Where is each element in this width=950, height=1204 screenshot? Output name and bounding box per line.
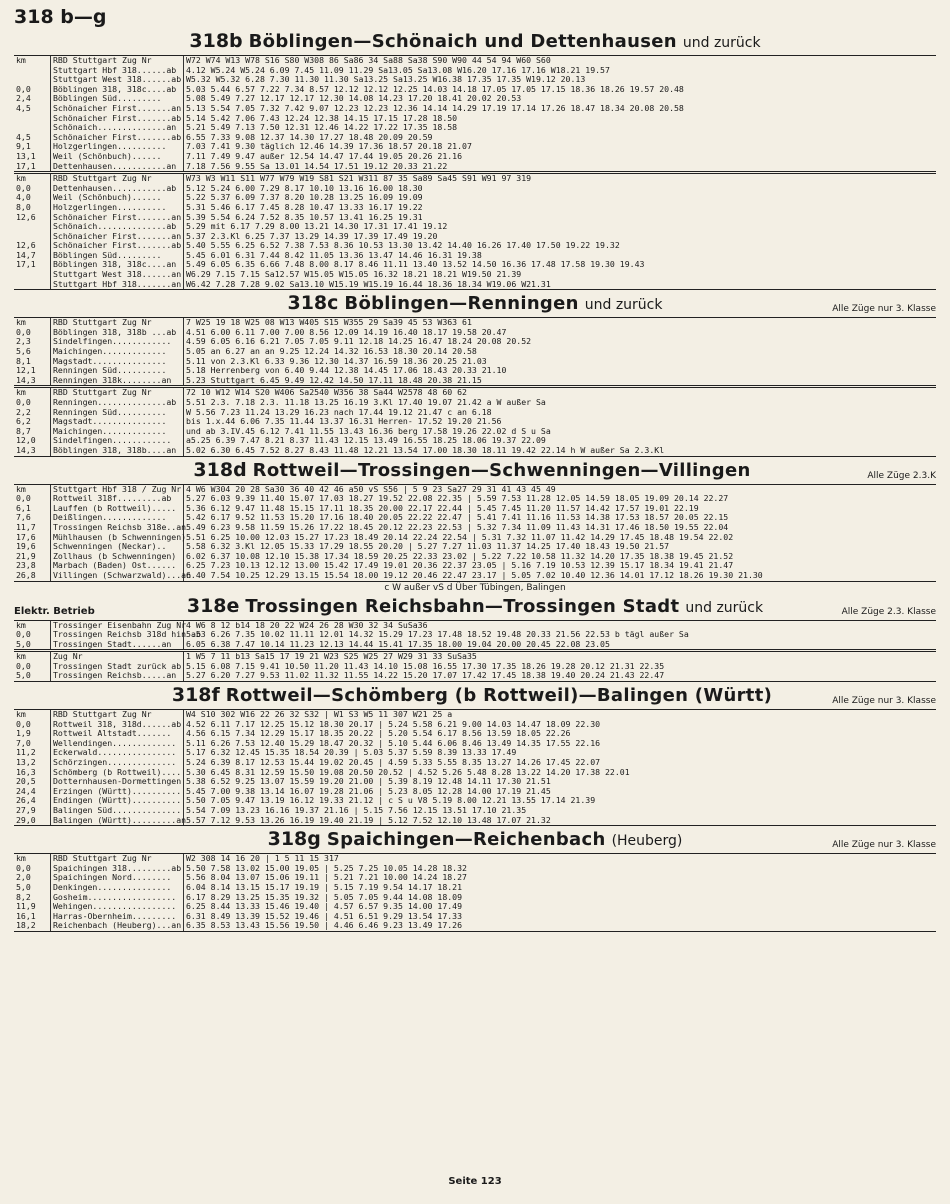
km-value: 4,5 — [16, 102, 31, 113]
section-code: 318b — [189, 30, 243, 52]
departure-times: 5.39 5.54 6.24 7.52 8.35 10.57 13.41 16.25 19.31 — [184, 213, 937, 223]
station-name: Böblingen 318, 318b....an — [51, 446, 184, 456]
station-name: Eckerwald................ — [51, 748, 184, 758]
station-header: RBD Stuttgart Zug Nr — [51, 854, 184, 864]
timetable-section — [14, 292, 936, 456]
station-header: RBD Stuttgart Zug Nr — [51, 56, 184, 66]
station-name: Magstadt............... — [51, 417, 184, 427]
km-value: 19,6 — [16, 541, 36, 552]
km-value: 11,7 — [16, 521, 36, 532]
km-value: 5,0 — [16, 881, 31, 892]
section-code: 318e — [186, 594, 240, 617]
departure-times: 5.50 7.58 13.02 15.00 19.05 | 5.25 7.25 10.05 14.28 18.32 — [184, 864, 937, 874]
km-value: 14,3 — [14, 376, 51, 386]
km-header: km — [14, 484, 51, 494]
timetable-block — [14, 484, 936, 582]
station-name: Stuttgart Hbf 318......ab — [51, 66, 184, 76]
station-name: Trossingen Reichsb.....an — [51, 671, 184, 681]
departure-times: 5.14 5.42 7.06 7.43 12.24 12.38 14.15 17.15 17.28 18.50 — [184, 114, 937, 124]
station-name: Böblingen 318, 318c....an — [51, 260, 184, 270]
section-left-label: Elektr. Betrieb — [14, 605, 95, 617]
km-value: 12,6 — [16, 240, 36, 251]
departure-times: 5.15 6.08 7.15 9.41 10.50 11.20 11.43 14.10 15.08 16.55 17.30 17.35 18.26 19.28 20.12 21.31 22.35 — [184, 662, 937, 672]
station-header: RBD Stuttgart Zug Nr — [51, 174, 184, 184]
departure-times: 5.49 6.05 6.35 6.66 7.48 8.00 8.17 8.46 11.11 13.40 13.52 14.50 16.36 17.48 17.58 19.30 19.43 — [184, 260, 937, 270]
departure-times: 5.57 7.12 9.53 13.26 16.19 19.40 21.19 | 5.12 7.52 12.10 13.48 17.07 21.32 — [184, 816, 937, 826]
station-name: Zollhaus (b Schwenningen) — [51, 552, 184, 562]
km-value: 26,8 — [14, 571, 51, 581]
sections-container — [14, 30, 936, 932]
km-value: 2,4 — [16, 93, 31, 104]
departure-times: 6.35 8.53 13.43 15.56 19.50 | 4.46 6.46 9.23 13.49 17.26 — [184, 921, 937, 931]
section-route: Trossingen Reichsbahn—Trossingen Stadt — [245, 595, 680, 617]
station-name: Weil (Schönbuch)...... — [51, 152, 184, 162]
departure-times: 5.30 6.45 8.31 12.59 15.50 19.08 20.50 20.52 | 4.52 5.26 5.48 8.28 13.22 14.20 17.38 22.01 — [184, 768, 937, 778]
station-name: Schönaicher First.......an — [51, 104, 184, 114]
table-row — [14, 921, 936, 931]
departure-times: 6.40 7.54 10.25 12.29 13.15 15.54 18.00 19.12 20.46 22.47 23.17 | 5.05 7.02 10.40 12.36 14.01 17.12 18.26 19.30 21.30 — [184, 571, 937, 581]
departure-times: 7.18 7.56 9.55 Sa 13.01 14.54 17.51 19.12 20.33 21.22 — [184, 162, 937, 172]
train-numbers: 1 W5 7 11 b13 Sa15 17 19 21 W23 S25 W25 27 W29 31 33 SuSa35 — [184, 652, 937, 662]
km-value: 17,1 — [16, 259, 36, 270]
station-name: Renningen 318k........an — [51, 376, 184, 386]
departure-times: 5.37 2.3.Kl 6.25 7.37 13.29 14.39 17.39 17.49 19.20 — [184, 232, 937, 242]
departure-times: 5.21 5.49 7.13 7.50 12.31 12.46 14.22 17.22 17.35 18.58 — [184, 123, 937, 133]
section-route: Böblingen—Renningen — [344, 293, 579, 315]
km-value: 14,7 — [16, 249, 36, 260]
departure-times: 7.11 7.49 9.47 außer 12.54 14.47 17.44 19.05 20.26 21.16 — [184, 152, 937, 162]
table-row — [14, 640, 936, 650]
km-value: 11,9 — [16, 901, 36, 912]
departure-times: 4.59 6.05 6.16 6.21 7.05 7.05 9.11 12.18 14.25 16.47 18.24 20.08 20.52 — [184, 337, 937, 347]
km-value: 7,6 — [16, 512, 31, 523]
departure-times: 5.22 5.37 6.09 7.37 8.20 10.28 13.25 16.09 19.09 — [184, 193, 937, 203]
timetable-page — [14, 6, 936, 932]
train-numbers: 7 W25 19 18 W25 08 W13 W405 S15 W355 29 Sa39 45 53 W363 61 — [184, 318, 937, 328]
km-value: 7,0 — [16, 737, 31, 748]
train-numbers: W2 308 14 16 20 | 1 5 11 15 317 — [184, 854, 937, 864]
departure-times: 5.27 6.03 9.39 11.40 15.07 17.03 18.27 19.52 22.08 22.35 | 5.59 7.53 11.28 12.05 14.59 18.05 19.09 20.14 22.27 — [184, 494, 937, 504]
timetable-section — [14, 828, 936, 932]
station-name: Stuttgart West 318......ab — [51, 75, 184, 85]
timetable-section — [14, 595, 936, 683]
km-value: 6,1 — [16, 502, 31, 513]
km-value: 0,0 — [16, 862, 31, 873]
station-name: Schönaicher First.......an — [51, 213, 184, 223]
section-suffix: (Heuberg) — [611, 833, 683, 850]
departure-times: 5.11 von 2.3.Kl 6.33 9.36 12.30 14.37 16.59 18.36 20.25 21.03 — [184, 357, 937, 367]
km-value — [14, 222, 51, 232]
train-numbers: W4 S10 302 W16 22 26 32 S32 | W1 S3 W5 11 307 W21 25 a — [184, 710, 937, 720]
km-header: km — [14, 710, 51, 720]
km-value: 0,0 — [16, 493, 31, 504]
station-name: Maichingen............. — [51, 347, 184, 357]
section-title — [14, 459, 936, 483]
station-name: Böblingen Süd......... — [51, 251, 184, 261]
km-value: 12,0 — [16, 435, 36, 446]
km-value: 21,9 — [16, 550, 36, 561]
timetable-block — [14, 317, 936, 386]
departure-times: 6.55 7.33 9.08 12.37 14.30 17.27 18.48 20.09 20.59 — [184, 133, 937, 143]
station-header: Stuttgart Hbf 318 / Zug Nr — [51, 484, 184, 494]
station-name: Trossingen Stadt......an — [51, 640, 184, 650]
section-suffix: und zurück — [685, 599, 764, 616]
km-value: 17,1 — [14, 162, 51, 172]
section-suffix: und zurück — [584, 297, 663, 314]
station-name: Sindelfingen............ — [51, 337, 184, 347]
km-value — [14, 280, 51, 290]
station-name: Magstadt............... — [51, 357, 184, 367]
section-note: Alle Züge 2.3.K — [867, 470, 936, 481]
departure-times: 5.08 5.49 7.27 12.17 12.17 12.30 14.08 14.23 17.20 18.41 20.02 20.53 — [184, 94, 937, 104]
departure-times: 5.02 6.30 6.45 7.52 8.27 8.43 11.48 12.21 13.54 17.00 18.30 18.11 19.42 22.14 h W außer Sa 2.3.Kl — [184, 446, 937, 456]
station-name: Gosheim.................. — [51, 893, 184, 903]
departure-times: 5.24 6.39 8.17 12.53 15.44 19.02 20.45 | 4.59 5.33 5.55 8.35 13.27 14.26 17.45 22.07 — [184, 758, 937, 768]
km-value — [14, 114, 51, 124]
km-value: 1,9 — [16, 728, 31, 739]
km-value — [14, 66, 51, 76]
timetable-block — [14, 387, 936, 456]
km-value: 5,6 — [16, 346, 31, 357]
timetable-block — [14, 651, 936, 682]
km-header: km — [14, 652, 51, 662]
km-header: km — [14, 854, 51, 864]
departure-times: 5.18 Herrenberg von 6.40 9.44 12.38 14.45 17.06 18.43 20.33 21.10 — [184, 366, 937, 376]
km-value: 8,0 — [16, 201, 31, 212]
departure-times: 5.29 mit 6.17 7.29 8.00 13.21 14.30 17.31 17.41 19.12 — [184, 222, 937, 232]
km-value: 0,0 — [16, 718, 31, 729]
section-legend: c W außer vS d Über Tübingen, Balingen — [384, 582, 566, 593]
departure-times: 5.12 5.24 6.00 7.29 8.17 10.10 13.16 16.00 18.30 — [184, 184, 937, 194]
page-footer: Seite 123 — [448, 1176, 502, 1187]
station-name: Holzgerlingen.......... — [51, 203, 184, 213]
station-name: Wellendingen............. — [51, 739, 184, 749]
section-title — [14, 828, 936, 852]
km-value: 0,0 — [16, 182, 31, 193]
departure-times: 5.50 7.05 9.47 13.19 16.12 19.33 21.12 | c S u V8 5.19 8.00 12.21 13.55 17.14 21.39 — [184, 796, 937, 806]
station-name: Renningen Süd.......... — [51, 366, 184, 376]
departure-times: und ab 3.IV.45 6.12 7.41 11.55 13.43 16.36 berg 17.58 19.26 22.02 d S u Sa — [184, 427, 937, 437]
table-row — [14, 671, 936, 681]
station-header: RBD Stuttgart Zug Nr — [51, 710, 184, 720]
timetable-block — [14, 709, 936, 826]
station-name: Renningen Süd.......... — [51, 408, 184, 418]
km-value: 12,1 — [16, 365, 36, 376]
station-header: Trossinger Eisenbahn Zug Nr — [51, 620, 184, 630]
station-name: Böblingen 318, 318b ...ab — [51, 328, 184, 338]
departure-times: 4.51 6.00 6.11 7.00 7.00 8.56 12.09 14.19 16.40 18.17 19.58 20.47 — [184, 328, 937, 338]
station-name: Böblingen 318, 318c....ab — [51, 85, 184, 95]
page-header: 318 b—g — [14, 6, 107, 28]
km-value: 6,2 — [16, 416, 31, 427]
section-code: 318d — [193, 458, 247, 481]
departure-times: 5.36 6.12 9.47 11.48 15.15 17.11 18.35 20.00 22.17 22.44 | 5.45 7.45 11.20 11.57 14.42 17.57 19.01 22.19 — [184, 504, 937, 514]
km-value: 29,0 — [14, 816, 51, 826]
timetable-block — [14, 620, 936, 651]
station-name: Dettenhausen...........an — [51, 162, 184, 172]
departure-times: 5.53 6.26 7.35 10.02 11.11 12.01 14.32 15.29 17.23 17.48 18.52 19.48 20.33 21.56 22.53 b tägl außer Sa — [184, 630, 937, 640]
station-name: Dettenhausen...........ab — [51, 184, 184, 194]
departure-times: 5.40 5.55 6.25 6.52 7.38 7.53 8.36 10.53 13.30 13.42 14.40 16.26 17.40 17.50 19.22 19.32 — [184, 241, 937, 251]
km-value: 12,6 — [16, 211, 36, 222]
station-name: Schönaich..............an — [51, 123, 184, 133]
km-header: km — [14, 620, 51, 630]
table-row — [14, 816, 936, 826]
section-note: Alle Züge nur 3. Klasse — [832, 840, 936, 851]
departure-times: 4.52 6.11 7.17 12.25 15.12 18.30 20.17 | 5.24 5.58 6.21 9.00 14.03 14.47 18.09 22.30 — [184, 720, 937, 730]
km-value: 11,2 — [16, 747, 36, 758]
section-note: Alle Züge nur 3. Klasse — [832, 696, 936, 707]
km-value: 16,1 — [16, 910, 36, 921]
table-row — [14, 162, 936, 172]
departure-times: 5.54 7.09 13.23 16.16 19.37 21.16 | 5.15 7.56 12.15 13.51 17.10 21.35 — [184, 806, 937, 816]
station-name: Schönaicher First.......ab — [51, 241, 184, 251]
km-value: 0,0 — [16, 660, 31, 671]
section-code: 318f — [171, 684, 220, 707]
departure-times: W5.32 W5.32 6.28 7.30 11.30 11.30 Sa13.25 Sa13.25 W16.38 17.35 17.35 W19.12 20.13 — [184, 75, 937, 85]
station-name: Endingen (Württ).......... — [51, 796, 184, 806]
departure-times: 4.56 6.15 7.34 12.29 15.17 18.35 20.22 | 5.20 5.54 6.17 8.56 13.59 18.05 22.26 — [184, 729, 937, 739]
departure-times: 6.04 8.14 13.15 15.17 19.19 | 5.15 7.19 9.54 14.17 18.21 — [184, 883, 937, 893]
station-name: Rottweil Altstadt....... — [51, 729, 184, 739]
km-value: 16,3 — [16, 766, 36, 777]
km-value: 4,0 — [16, 192, 31, 203]
departure-times: 6.31 8.49 13.39 15.52 19.46 | 4.51 6.51 9.29 13.54 17.33 — [184, 912, 937, 922]
departure-times: 6.17 8.29 13.25 15.35 19.32 | 5.05 7.05 9.44 14.08 18.09 — [184, 893, 937, 903]
station-name: Stuttgart Hbf 318.......an — [51, 280, 184, 290]
departure-times: 5.49 6.23 9.58 11.59 15.26 17.22 18.45 20.12 22.23 22.53 | 5.32 7.34 11.09 11.43 14.31 17.46 18.50 19.55 22.04 — [184, 523, 937, 533]
section-route: Spaichingen—Reichenbach — [326, 829, 606, 851]
station-name: Renningen..............ab — [51, 398, 184, 408]
station-name: Balingen (Württ).........an — [51, 816, 184, 826]
station-name: Villingen (Schwarzwald)...an — [51, 571, 184, 581]
departure-times: W 5.56 7.23 11.24 13.29 16.23 nach 17.44 19.12 21.47 c an 6.18 — [184, 408, 937, 418]
section-route: Rottweil—Schömberg (b Rottweil)—Balingen (Württ) — [225, 685, 773, 707]
station-name: Weil (Schönbuch)...... — [51, 193, 184, 203]
departure-times: 5.56 8.04 13.07 15.06 19.11 | 5.21 7.21 10.00 14.24 18.27 — [184, 873, 937, 883]
train-numbers: W72 W74 W13 W78 S16 S80 W308 86 Sa86 34 Sa88 Sa38 S90 W90 44 54 94 W60 S60 — [184, 56, 937, 66]
km-value — [14, 270, 51, 280]
km-header: km — [14, 56, 51, 66]
station-header: Zug Nr — [51, 652, 184, 662]
timetable-block — [14, 55, 936, 172]
section-suffix: und zurück — [682, 35, 761, 51]
station-name: Spaichingen Nord........ — [51, 873, 184, 883]
km-value: 4,5 — [16, 131, 31, 142]
train-numbers: 4 W6 W304 20 28 Sa30 36 40 42 46 a50 vS S56 | 5 9 23 Sa27 29 31 41 43 45 49 — [184, 484, 937, 494]
station-name: Maichingen............. — [51, 427, 184, 437]
departure-times: 5.27 6.20 7.27 9.53 11.02 11.32 11.55 14.22 15.20 17.07 17.42 17.45 18.38 19.40 20.24 21.43 22.47 — [184, 671, 937, 681]
km-value: 26,4 — [16, 795, 36, 806]
train-numbers: W73 W3 W11 S11 W77 W79 W19 S81 S21 W311 87 35 Sa89 Sa45 S91 W91 97 319 — [184, 174, 937, 184]
station-name: Trossingen Reichsb 318e..an — [51, 523, 184, 533]
station-name: Dotternhausen-Dormettingen — [51, 777, 184, 787]
station-name: Schörzingen.............. — [51, 758, 184, 768]
km-header: km — [14, 174, 51, 184]
station-name: Trossingen Reichsb 318d hin ab — [51, 630, 184, 640]
section-code: 318c — [287, 292, 339, 315]
timetable-block — [14, 173, 936, 290]
km-value: 5,0 — [14, 671, 51, 681]
table-row — [14, 571, 936, 581]
km-value: 5,0 — [14, 640, 51, 650]
section-note: Alle Züge nur 3. Klasse — [832, 304, 936, 315]
station-name: Denkingen............... — [51, 883, 184, 893]
station-name: Harras-Obernheim......... — [51, 912, 184, 922]
departure-times: 5.45 6.01 6.31 7.44 8.42 11.05 13.36 13.47 14.46 16.31 19.38 — [184, 251, 937, 261]
departure-times: 5.38 6.52 9.25 13.07 15.59 19.20 21.00 | 5.39 8.19 12.48 14.11 17.30 21.51 — [184, 777, 937, 787]
station-header: RBD Stuttgart Zug Nr — [51, 318, 184, 328]
km-value: 2,0 — [16, 872, 31, 883]
train-numbers: 72 10 W12 W14 S20 W406 Sa2540 W356 38 Sa44 W2578 48 60 62 — [184, 388, 937, 398]
departure-times: 5.58 6.32 3.Kl 12.05 15.33 17.29 18.55 20.20 | 5.27 7.27 11.03 11.37 14.25 17.40 18.43 19.50 21.57 — [184, 542, 937, 552]
km-value: 24,4 — [16, 785, 36, 796]
km-header: km — [14, 388, 51, 398]
section-route: Böblingen—Schönaich und Dettenhausen — [248, 31, 677, 52]
departure-times: bis 1.x.44 6.06 7.35 11.44 13.37 16.31 Herren- 17.52 19.20 21.56 — [184, 417, 937, 427]
km-value: 8,7 — [16, 425, 31, 436]
departure-times: 5.31 5.46 6.17 7.45 8.28 10.47 13.33 16.17 19.22 — [184, 203, 937, 213]
station-name: Erzingen (Württ).......... — [51, 787, 184, 797]
section-title — [14, 684, 936, 708]
section-note: Alle Züge 2.3. Klasse — [841, 606, 936, 617]
station-name: Holzgerlingen.......... — [51, 142, 184, 152]
departure-times: 5.11 6.26 7.53 12.40 15.29 18.47 20.32 | 5.10 5.44 6.06 8.46 13.49 14.35 17.55 22.16 — [184, 739, 937, 749]
train-numbers: 4 W6 8 12 b14 18 20 22 W24 26 28 W30 32 34 SuSa36 — [184, 620, 937, 630]
km-value: 8,2 — [16, 891, 31, 902]
departure-times: 6.02 6.37 10.08 12.10 15.38 17.34 18.59 20.25 22.33 23.02 | 5.22 7.22 10.58 11.32 14.20 17.35 18.38 19.45 21.52 — [184, 552, 937, 562]
section-title — [14, 595, 936, 619]
km-value: 20,5 — [16, 776, 36, 787]
departure-times: W6.42 7.28 7.28 9.02 Sa13.10 W15.19 W15.19 16.44 18.36 18.34 W19.06 W21.31 — [184, 280, 937, 290]
table-row — [14, 280, 936, 290]
departure-times: 5.42 6.17 9.52 11.53 15.20 17.16 18.40 20.05 22.22 22.47 | 5.41 7.41 11.16 11.53 14.38 17.53 18.57 20.05 22.15 — [184, 513, 937, 523]
km-value: 17,6 — [16, 531, 36, 542]
station-name: Spaichingen 318.........ab — [51, 864, 184, 874]
km-value: 23,8 — [16, 560, 36, 571]
departure-times: 5.51 6.25 10.00 12.03 15.27 17.23 18.49 20.14 22.24 22.54 | 5.31 7.32 11.07 11.42 14.29 17.45 18.48 19.54 22.02 — [184, 533, 937, 543]
km-value: 9,1 — [16, 141, 31, 152]
departure-times: 5.17 6.32 12.45 15.35 18.54 20.39 | 5.03 5.37 5.59 8.39 13.33 17.49 — [184, 748, 937, 758]
station-name: Schönaich..............ab — [51, 222, 184, 232]
station-name: Schömberg (b Rottweil).... — [51, 768, 184, 778]
station-name: Wehingen................. — [51, 902, 184, 912]
station-name: Rottweil 318f.........ab — [51, 494, 184, 504]
table-row — [14, 446, 936, 456]
station-name: Böblingen Süd......... — [51, 94, 184, 104]
km-value: 14,3 — [14, 446, 51, 456]
station-header: RBD Stuttgart Zug Nr — [51, 388, 184, 398]
departure-times: 6.05 6.38 7.47 10.14 11.23 12.13 14.44 15.41 17.35 18.00 19.04 20.00 20.45 22.08 23.05 — [184, 640, 937, 650]
section-title — [14, 292, 936, 316]
timetable-block — [14, 853, 936, 932]
km-value: 0,0 — [16, 83, 31, 94]
station-name: Reichenbach (Heuberg)...an — [51, 921, 184, 931]
station-name: Lauffen (b Rottweil)..... — [51, 504, 184, 514]
km-header: km — [14, 318, 51, 328]
station-name: Balingen Süd.............. — [51, 806, 184, 816]
timetable-section — [14, 459, 936, 593]
km-value: 0,0 — [16, 326, 31, 337]
km-value: 0,0 — [16, 629, 31, 640]
departure-times: 5.03 5.44 6.57 7.22 7.34 8.57 12.12 12.12 12.25 14.03 14.18 17.05 17.05 17.15 18.36 18.26 19.57 20.48 — [184, 85, 937, 95]
station-name: Schwenningen (Neckar).. — [51, 542, 184, 552]
departure-times: a5.25 6.39 7.47 8.21 8.37 11.43 12.15 13.49 16.55 18.25 18.06 19.37 22.09 — [184, 436, 937, 446]
station-name: Trossingen Stadt zurück ab — [51, 662, 184, 672]
km-value: 8,1 — [16, 355, 31, 366]
section-route: Rottweil—Trossingen—Schwenningen—Villingen — [252, 459, 751, 481]
km-value: 2,3 — [16, 336, 31, 347]
departure-times: 5.05 an 6.27 an an 9.25 12.24 14.32 16.53 18.30 20.14 20.58 — [184, 347, 937, 357]
station-name: Schönaicher First.......ab — [51, 114, 184, 124]
station-name: Mühlhausen (b Schwenningen) — [51, 533, 184, 543]
station-name: Marbach (Baden) Ost...... — [51, 561, 184, 571]
km-value: 18,2 — [14, 921, 51, 931]
departure-times: 5.45 7.00 9.38 13.14 16.07 19.28 21.06 | 5.23 8.05 12.28 14.00 17.19 21.45 — [184, 787, 937, 797]
station-name: Schönaicher First.......an — [51, 232, 184, 242]
timetable-section — [14, 30, 936, 290]
departure-times: 5.13 5.54 7.05 7.32 7.42 9.07 12.23 12.23 12.36 14.14 14.29 17.19 17.14 17.26 18.47 18.34 20.08 20.58 — [184, 104, 937, 114]
departure-times: 5.51 2.3. 7.18 2.3. 11.18 13.25 16.19 3.Kl 17.40 19.07 21.42 a W außer Sa — [184, 398, 937, 408]
departure-times: 4.12 W5.24 W5.24 6.09 7.45 11.09 11.29 Sa13.05 Sa13.08 W16.20 17.16 17.16 W18.21 19.57 — [184, 66, 937, 76]
timetable-section — [14, 684, 936, 826]
km-value: 13,2 — [16, 757, 36, 768]
station-name: Rottweil 318, 318d......ab — [51, 720, 184, 730]
departure-times: W6.29 7.15 7.15 Sa12.57 W15.05 W15.05 16.32 18.21 18.21 W19.50 21.39 — [184, 270, 937, 280]
departure-times: 5.23 Stuttgart 6.45 9.49 12.42 14.50 17.11 18.48 20.38 21.15 — [184, 376, 937, 386]
station-name: Sindelfingen............ — [51, 436, 184, 446]
departure-times: 7.03 7.41 9.30 täglich 12.46 14.39 17.36 18.57 20.18 21.07 — [184, 142, 937, 152]
km-value: 27,9 — [16, 805, 36, 815]
km-value: 13,1 — [16, 150, 36, 161]
station-name: Deißlingen............. — [51, 513, 184, 523]
table-row — [14, 376, 936, 386]
departure-times: 6.25 7.23 10.13 12.12 13.00 15.42 17.49 19.01 20.36 22.37 23.05 | 5.16 7.19 10.53 12.39 15.17 18.34 19.41 21.47 — [184, 561, 937, 571]
km-value: 2,2 — [16, 406, 31, 417]
station-name: Stuttgart West 318......an — [51, 270, 184, 280]
station-name: Schönaicher First.......ab — [51, 133, 184, 143]
section-title — [14, 30, 936, 54]
section-code: 318g — [267, 828, 321, 851]
departure-times: 6.25 8.44 13.33 15.46 19.40 | 4.57 6.57 9.35 14.00 17.49 — [184, 902, 937, 912]
km-value: 0,0 — [16, 397, 31, 407]
